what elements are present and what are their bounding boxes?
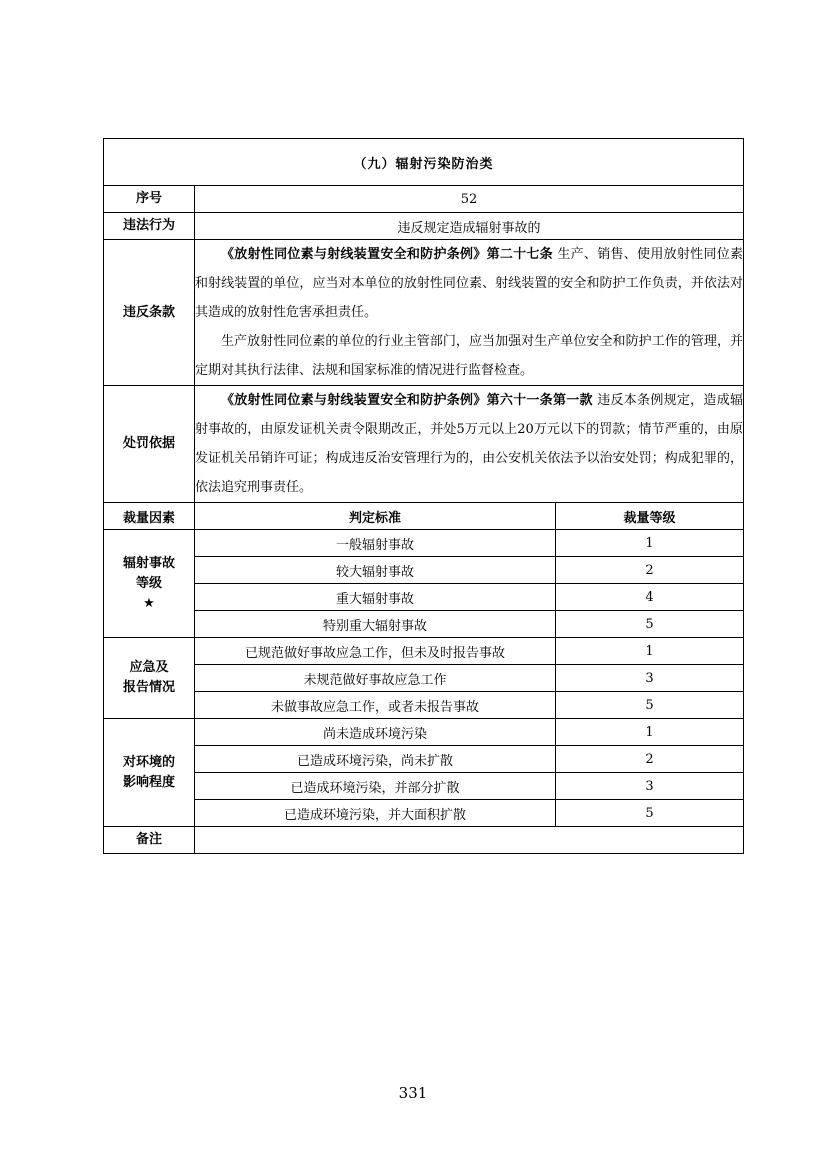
factor-header: 裁量因素 (104, 503, 195, 530)
criteria-cell: 已造成环境污染，尚未扩散 (195, 746, 556, 773)
table-row (104, 746, 744, 773)
criteria-header: 判定标准 (195, 503, 556, 530)
level-cell: 1 (556, 719, 744, 746)
table-row (104, 611, 744, 638)
table-row (104, 773, 744, 800)
star-icon: ★ (143, 595, 155, 611)
page-number: 331 (398, 1084, 428, 1102)
level-cell: 1 (556, 638, 744, 665)
criteria-cell: 已造成环境污染，并部分扩散 (195, 773, 556, 800)
table-row (104, 719, 744, 746)
level-cell: 5 (556, 800, 744, 827)
table-row (104, 665, 744, 692)
level-cell: 3 (556, 773, 744, 800)
clause-label: 违反条款 (104, 240, 195, 386)
basis-text: 违反本条例规定，造成辐射事故的，由原发证机关责令限期改正，并处5万元以上20万元以下的罚款；情节严重的，由原发证机关吊销许可证；构成违反治安管理行为的，由公安机关依法予以治安处罚；构成犯罪的，依法追究刑事责任。 (195, 393, 744, 495)
criteria-cell: 重大辐射事故 (195, 584, 556, 611)
basis-label: 处罚依据 (104, 386, 195, 503)
seq-value: 52 (195, 186, 744, 213)
table-row (104, 584, 744, 611)
factor-label-environment: 对环境的 影响程度 (104, 719, 195, 827)
clause-text-1: 生产、销售、使用放射性同位素和射线装置的单位，应当对本单位的放射性同位素、射线装置的安全和防护工作负责，并依法对其造成的放射性危害承担责任。 (195, 247, 744, 320)
clause-text-2: 生产放射性同位素的单位的行业主管部门，应当加强对生产单位安全和防护工作的管理，并定期对其执行法律、法规和国家标准的情况进行监督检查。 (195, 334, 744, 378)
criteria-cell: 一般辐射事故 (195, 530, 556, 557)
level-cell: 3 (556, 665, 744, 692)
level-header: 裁量等级 (556, 503, 744, 530)
level-cell: 2 (556, 746, 744, 773)
criteria-cell: 未规范做好事故应急工作 (195, 665, 556, 692)
seq-label: 序号 (104, 186, 195, 213)
table-row (104, 638, 744, 665)
table-row (104, 557, 744, 584)
criteria-cell: 已造成环境污染，并大面积扩散 (195, 800, 556, 827)
factor-label-emergency: 应急及 报告情况 (104, 638, 195, 719)
level-cell: 5 (556, 692, 744, 719)
clause-law-ref: 《放射性同位素与射线装置安全和防护条例》第二十七条 (221, 247, 553, 262)
table-row (104, 692, 744, 719)
violation-label: 违法行为 (104, 213, 195, 240)
basis-law-ref: 《放射性同位素与射线装置安全和防护条例》第六十一条第一款 (221, 393, 593, 408)
level-cell: 5 (556, 611, 744, 638)
remark-value (195, 827, 744, 854)
basis-content (195, 386, 744, 503)
remark-label: 备注 (104, 827, 195, 854)
level-cell: 4 (556, 584, 744, 611)
level-cell: 1 (556, 530, 744, 557)
factor-label-accident-level: 辐射事故 等级 ★ (104, 530, 195, 638)
criteria-cell: 未做事故应急工作，或者未报告事故 (195, 692, 556, 719)
criteria-cell: 尚未造成环境污染 (195, 719, 556, 746)
criteria-cell: 已规范做好事故应急工作，但未及时报告事故 (195, 638, 556, 665)
level-cell: 2 (556, 557, 744, 584)
penalty-table (103, 138, 744, 854)
criteria-cell: 较大辐射事故 (195, 557, 556, 584)
criteria-cell: 特别重大辐射事故 (195, 611, 556, 638)
clause-content (195, 240, 744, 386)
violation-value: 违反规定造成辐射事故的 (195, 213, 744, 240)
table-row (104, 800, 744, 827)
table-title: （九）辐射污染防治类 (104, 139, 744, 186)
table-row (104, 530, 744, 557)
